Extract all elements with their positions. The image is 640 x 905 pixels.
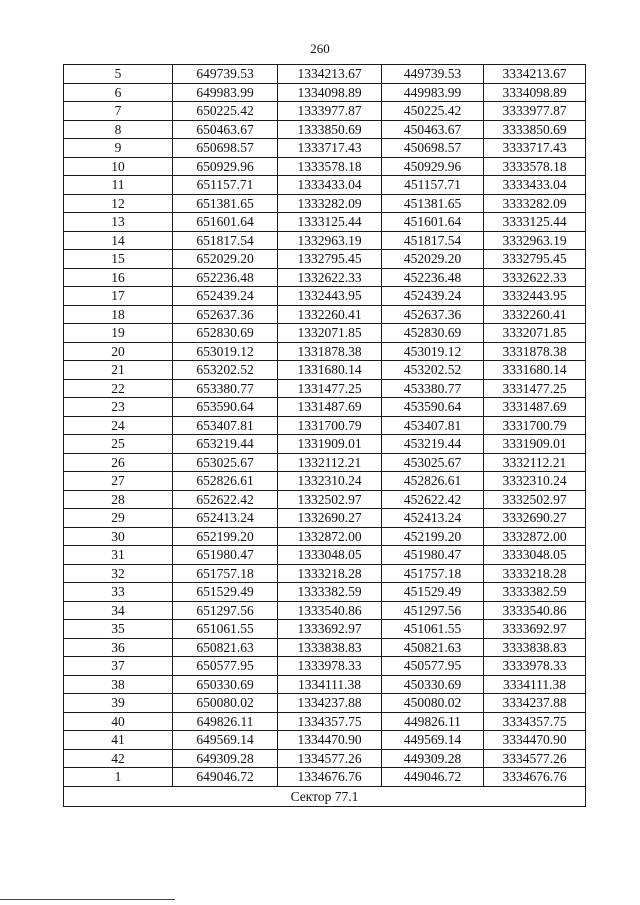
- x-coordinate-cell: 651157.71: [173, 176, 278, 195]
- x-coordinate-cell: 651297.56: [173, 601, 278, 620]
- y-coordinate-cell: 1331909.01: [278, 435, 382, 454]
- table-row: [64, 379, 586, 398]
- table-row: [64, 638, 586, 657]
- sector-label: Сектор 77.1: [64, 786, 586, 806]
- point-number-cell: 22: [64, 379, 173, 398]
- x-local-cell: 451381.65: [382, 194, 484, 213]
- x-coordinate-cell: 651061.55: [173, 620, 278, 639]
- table-row: [64, 675, 586, 694]
- x-coordinate-cell: 650463.67: [173, 120, 278, 139]
- x-coordinate-cell: 650929.96: [173, 157, 278, 176]
- point-number-cell: 38: [64, 675, 173, 694]
- x-local-cell: 453380.77: [382, 379, 484, 398]
- y-coordinate-cell: 1334237.88: [278, 694, 382, 713]
- table-row: [64, 398, 586, 417]
- point-number-cell: 27: [64, 472, 173, 491]
- x-coordinate-cell: 652199.20: [173, 527, 278, 546]
- x-coordinate-cell: 651381.65: [173, 194, 278, 213]
- table-row: [64, 176, 586, 195]
- x-local-cell: 453407.81: [382, 416, 484, 435]
- table-row: [64, 65, 586, 84]
- point-number-cell: 40: [64, 712, 173, 731]
- y-local-cell: 3333048.05: [484, 546, 586, 565]
- y-coordinate-cell: 1332690.27: [278, 509, 382, 528]
- point-number-cell: 32: [64, 564, 173, 583]
- x-coordinate-cell: 652637.36: [173, 305, 278, 324]
- x-local-cell: 449569.14: [382, 731, 484, 750]
- x-coordinate-cell: 653380.77: [173, 379, 278, 398]
- table-row: [64, 657, 586, 676]
- y-local-cell: 3334676.76: [484, 768, 586, 787]
- x-local-cell: 449739.53: [382, 65, 484, 84]
- point-number-cell: 10: [64, 157, 173, 176]
- x-local-cell: 449826.11: [382, 712, 484, 731]
- table-row: [64, 712, 586, 731]
- y-local-cell: 3332872.00: [484, 527, 586, 546]
- x-coordinate-cell: 651980.47: [173, 546, 278, 565]
- point-number-cell: 24: [64, 416, 173, 435]
- x-local-cell: 449983.99: [382, 83, 484, 102]
- table-row: [64, 453, 586, 472]
- x-coordinate-cell: 650330.69: [173, 675, 278, 694]
- x-coordinate-cell: 649046.72: [173, 768, 278, 787]
- y-local-cell: 3333578.18: [484, 157, 586, 176]
- y-coordinate-cell: 1331487.69: [278, 398, 382, 417]
- table-row: [64, 213, 586, 232]
- y-local-cell: 3331700.79: [484, 416, 586, 435]
- y-coordinate-cell: 1332795.45: [278, 250, 382, 269]
- table-row: [64, 472, 586, 491]
- y-coordinate-cell: 1332622.33: [278, 268, 382, 287]
- y-coordinate-cell: 1333578.18: [278, 157, 382, 176]
- x-coordinate-cell: 652622.42: [173, 490, 278, 509]
- point-number-cell: 16: [64, 268, 173, 287]
- y-local-cell: 3333433.04: [484, 176, 586, 195]
- x-coordinate-cell: 653019.12: [173, 342, 278, 361]
- x-local-cell: 452236.48: [382, 268, 484, 287]
- y-coordinate-cell: 1332071.85: [278, 324, 382, 343]
- x-coordinate-cell: 649739.53: [173, 65, 278, 84]
- table-row: [64, 342, 586, 361]
- y-local-cell: 3333838.83: [484, 638, 586, 657]
- y-coordinate-cell: 1332260.41: [278, 305, 382, 324]
- y-coordinate-cell: 1332872.00: [278, 527, 382, 546]
- y-local-cell: 3331487.69: [484, 398, 586, 417]
- x-local-cell: 453025.67: [382, 453, 484, 472]
- x-local-cell: 451601.64: [382, 213, 484, 232]
- y-local-cell: 3334470.90: [484, 731, 586, 750]
- y-coordinate-cell: 1333125.44: [278, 213, 382, 232]
- x-local-cell: 450821.63: [382, 638, 484, 657]
- x-coordinate-cell: 651817.54: [173, 231, 278, 250]
- point-number-cell: 35: [64, 620, 173, 639]
- point-number-cell: 34: [64, 601, 173, 620]
- x-coordinate-cell: 653025.67: [173, 453, 278, 472]
- point-number-cell: 41: [64, 731, 173, 750]
- table-row: [64, 83, 586, 102]
- x-coordinate-cell: 650080.02: [173, 694, 278, 713]
- point-number-cell: 7: [64, 102, 173, 121]
- y-coordinate-cell: 1333382.59: [278, 583, 382, 602]
- table-row: [64, 601, 586, 620]
- table-row: [64, 231, 586, 250]
- point-number-cell: 42: [64, 749, 173, 768]
- point-number-cell: 9: [64, 139, 173, 158]
- y-local-cell: 3333282.09: [484, 194, 586, 213]
- y-local-cell: 3333850.69: [484, 120, 586, 139]
- table-row: [64, 546, 586, 565]
- y-local-cell: 3332310.24: [484, 472, 586, 491]
- point-number-cell: 11: [64, 176, 173, 195]
- y-coordinate-cell: 1333978.33: [278, 657, 382, 676]
- table-row: [64, 435, 586, 454]
- y-local-cell: 3332443.95: [484, 287, 586, 306]
- x-local-cell: 449309.28: [382, 749, 484, 768]
- y-coordinate-cell: 1333692.97: [278, 620, 382, 639]
- table-row: [64, 361, 586, 380]
- table-row: [64, 102, 586, 121]
- x-coordinate-cell: 652439.24: [173, 287, 278, 306]
- table-row: [64, 564, 586, 583]
- y-coordinate-cell: 1331680.14: [278, 361, 382, 380]
- y-local-cell: 3333977.87: [484, 102, 586, 121]
- y-coordinate-cell: 1333282.09: [278, 194, 382, 213]
- x-coordinate-cell: 650577.95: [173, 657, 278, 676]
- y-coordinate-cell: 1331477.25: [278, 379, 382, 398]
- x-local-cell: 451157.71: [382, 176, 484, 195]
- x-local-cell: 450330.69: [382, 675, 484, 694]
- y-local-cell: 3332071.85: [484, 324, 586, 343]
- x-coordinate-cell: 651529.49: [173, 583, 278, 602]
- y-local-cell: 3332112.21: [484, 453, 586, 472]
- x-coordinate-cell: 651601.64: [173, 213, 278, 232]
- y-coordinate-cell: 1334357.75: [278, 712, 382, 731]
- y-coordinate-cell: 1334098.89: [278, 83, 382, 102]
- table-footer-row: [64, 786, 586, 806]
- y-local-cell: 3333218.28: [484, 564, 586, 583]
- x-coordinate-cell: 653202.52: [173, 361, 278, 380]
- point-number-cell: 1: [64, 768, 173, 787]
- y-coordinate-cell: 1332963.19: [278, 231, 382, 250]
- x-local-cell: 453219.44: [382, 435, 484, 454]
- table-row: [64, 305, 586, 324]
- page-number: 260: [310, 41, 330, 56]
- x-local-cell: 450929.96: [382, 157, 484, 176]
- y-local-cell: 3334577.26: [484, 749, 586, 768]
- y-local-cell: 3332963.19: [484, 231, 586, 250]
- x-coordinate-cell: 650698.57: [173, 139, 278, 158]
- y-coordinate-cell: 1333048.05: [278, 546, 382, 565]
- x-coordinate-cell: 652413.24: [173, 509, 278, 528]
- x-local-cell: 452637.36: [382, 305, 484, 324]
- y-local-cell: 3333125.44: [484, 213, 586, 232]
- point-number-cell: 23: [64, 398, 173, 417]
- point-number-cell: 18: [64, 305, 173, 324]
- x-local-cell: 451817.54: [382, 231, 484, 250]
- table-row: [64, 416, 586, 435]
- x-local-cell: 452826.61: [382, 472, 484, 491]
- point-number-cell: 8: [64, 120, 173, 139]
- x-local-cell: 452830.69: [382, 324, 484, 343]
- x-local-cell: 451297.56: [382, 601, 484, 620]
- point-number-cell: 15: [64, 250, 173, 269]
- x-local-cell: 450225.42: [382, 102, 484, 121]
- y-coordinate-cell: 1333433.04: [278, 176, 382, 195]
- y-local-cell: 3332502.97: [484, 490, 586, 509]
- y-local-cell: 3331680.14: [484, 361, 586, 380]
- point-number-cell: 29: [64, 509, 173, 528]
- y-coordinate-cell: 1334676.76: [278, 768, 382, 787]
- point-number-cell: 17: [64, 287, 173, 306]
- y-local-cell: 3334357.75: [484, 712, 586, 731]
- y-coordinate-cell: 1333850.69: [278, 120, 382, 139]
- point-number-cell: 36: [64, 638, 173, 657]
- y-local-cell: 3334111.38: [484, 675, 586, 694]
- table-row: [64, 120, 586, 139]
- point-number-cell: 6: [64, 83, 173, 102]
- y-coordinate-cell: 1331878.38: [278, 342, 382, 361]
- x-coordinate-cell: 649983.99: [173, 83, 278, 102]
- y-coordinate-cell: 1332112.21: [278, 453, 382, 472]
- y-local-cell: 3331477.25: [484, 379, 586, 398]
- table-row: [64, 268, 586, 287]
- x-local-cell: 451529.49: [382, 583, 484, 602]
- y-local-cell: 3332690.27: [484, 509, 586, 528]
- y-local-cell: 3331878.38: [484, 342, 586, 361]
- x-coordinate-cell: 650821.63: [173, 638, 278, 657]
- point-number-cell: 30: [64, 527, 173, 546]
- y-coordinate-cell: 1333977.87: [278, 102, 382, 121]
- table-row: [64, 694, 586, 713]
- table-row: [64, 527, 586, 546]
- y-coordinate-cell: 1334470.90: [278, 731, 382, 750]
- point-number-cell: 26: [64, 453, 173, 472]
- x-coordinate-cell: 649569.14: [173, 731, 278, 750]
- y-coordinate-cell: 1333540.86: [278, 601, 382, 620]
- y-local-cell: 3334237.88: [484, 694, 586, 713]
- x-coordinate-cell: 652826.61: [173, 472, 278, 491]
- table-row: [64, 287, 586, 306]
- point-number-cell: 5: [64, 65, 173, 84]
- x-coordinate-cell: 652830.69: [173, 324, 278, 343]
- x-local-cell: 450698.57: [382, 139, 484, 158]
- y-local-cell: 3332622.33: [484, 268, 586, 287]
- point-number-cell: 31: [64, 546, 173, 565]
- table-row: [64, 157, 586, 176]
- bottom-rule: [0, 899, 175, 900]
- point-number-cell: 25: [64, 435, 173, 454]
- table-row: [64, 324, 586, 343]
- point-number-cell: 12: [64, 194, 173, 213]
- table-row: [64, 194, 586, 213]
- point-number-cell: 14: [64, 231, 173, 250]
- y-local-cell: 3333540.86: [484, 601, 586, 620]
- table-row: [64, 583, 586, 602]
- table-row: [64, 768, 586, 787]
- y-coordinate-cell: 1332502.97: [278, 490, 382, 509]
- x-local-cell: 453202.52: [382, 361, 484, 380]
- x-coordinate-cell: 653590.64: [173, 398, 278, 417]
- y-local-cell: 3333692.97: [484, 620, 586, 639]
- y-local-cell: 3331909.01: [484, 435, 586, 454]
- y-local-cell: 3332260.41: [484, 305, 586, 324]
- x-coordinate-cell: 652029.20: [173, 250, 278, 269]
- y-coordinate-cell: 1332310.24: [278, 472, 382, 491]
- table-row: [64, 139, 586, 158]
- point-number-cell: 28: [64, 490, 173, 509]
- point-number-cell: 21: [64, 361, 173, 380]
- y-coordinate-cell: 1331700.79: [278, 416, 382, 435]
- x-local-cell: 451061.55: [382, 620, 484, 639]
- y-local-cell: 3334098.89: [484, 83, 586, 102]
- y-local-cell: 3333978.33: [484, 657, 586, 676]
- x-local-cell: 452413.24: [382, 509, 484, 528]
- y-local-cell: 3332795.45: [484, 250, 586, 269]
- x-local-cell: 452199.20: [382, 527, 484, 546]
- x-local-cell: 450577.95: [382, 657, 484, 676]
- x-local-cell: 450463.67: [382, 120, 484, 139]
- point-number-cell: 19: [64, 324, 173, 343]
- coordinates-table: [63, 64, 586, 807]
- y-coordinate-cell: 1332443.95: [278, 287, 382, 306]
- x-local-cell: 452029.20: [382, 250, 484, 269]
- x-coordinate-cell: 649309.28: [173, 749, 278, 768]
- table-row: [64, 250, 586, 269]
- table-row: [64, 731, 586, 750]
- x-local-cell: 451757.18: [382, 564, 484, 583]
- x-coordinate-cell: 649826.11: [173, 712, 278, 731]
- point-number-cell: 20: [64, 342, 173, 361]
- table-row: [64, 749, 586, 768]
- point-number-cell: 39: [64, 694, 173, 713]
- x-local-cell: 449046.72: [382, 768, 484, 787]
- y-local-cell: 3334213.67: [484, 65, 586, 84]
- point-number-cell: 37: [64, 657, 173, 676]
- y-coordinate-cell: 1334111.38: [278, 675, 382, 694]
- x-local-cell: 453590.64: [382, 398, 484, 417]
- x-local-cell: 452622.42: [382, 490, 484, 509]
- y-coordinate-cell: 1334577.26: [278, 749, 382, 768]
- y-coordinate-cell: 1334213.67: [278, 65, 382, 84]
- table-row: [64, 490, 586, 509]
- x-coordinate-cell: 652236.48: [173, 268, 278, 287]
- x-coordinate-cell: 650225.42: [173, 102, 278, 121]
- coordinates-table-body: [64, 65, 586, 807]
- point-number-cell: 33: [64, 583, 173, 602]
- x-local-cell: 450080.02: [382, 694, 484, 713]
- table-row: [64, 509, 586, 528]
- x-coordinate-cell: 653407.81: [173, 416, 278, 435]
- y-coordinate-cell: 1333218.28: [278, 564, 382, 583]
- x-coordinate-cell: 651757.18: [173, 564, 278, 583]
- x-coordinate-cell: 653219.44: [173, 435, 278, 454]
- x-local-cell: 452439.24: [382, 287, 484, 306]
- y-coordinate-cell: 1333717.43: [278, 139, 382, 158]
- table-row: [64, 620, 586, 639]
- y-local-cell: 3333717.43: [484, 139, 586, 158]
- y-coordinate-cell: 1333838.83: [278, 638, 382, 657]
- point-number-cell: 13: [64, 213, 173, 232]
- x-local-cell: 453019.12: [382, 342, 484, 361]
- y-local-cell: 3333382.59: [484, 583, 586, 602]
- x-local-cell: 451980.47: [382, 546, 484, 565]
